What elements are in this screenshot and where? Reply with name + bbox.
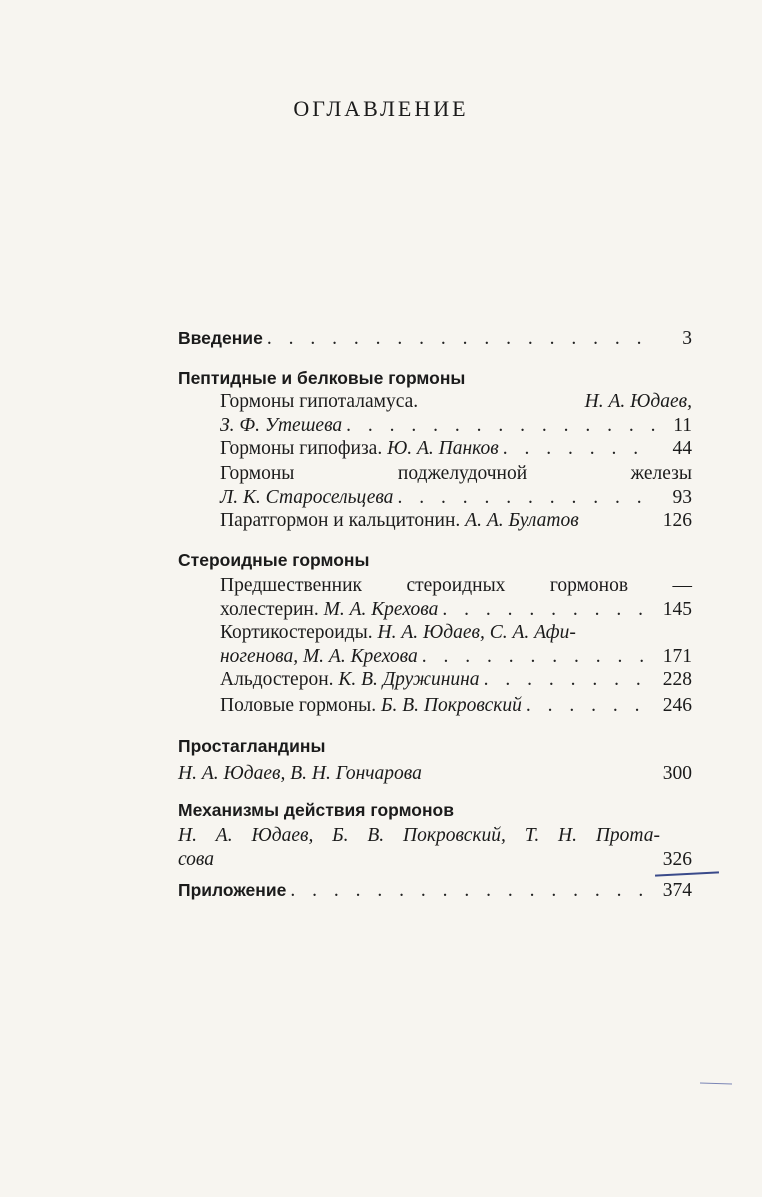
page-number: 44 [672, 438, 692, 459]
page-number: 300 [662, 763, 692, 784]
section-label: Стероидные гормоны [178, 550, 370, 570]
toc-entry-prostaglandins[interactable] [178, 762, 692, 786]
page-number: 171 [662, 646, 692, 667]
dot-leader [484, 668, 656, 692]
toc-entry-sex-hormones[interactable] [178, 694, 692, 718]
dot-leader [397, 486, 656, 510]
entry-authors: Н. А. Юдаев, [584, 391, 692, 412]
toc-entry-parathyroid[interactable] [178, 509, 692, 533]
pen-underline-mark [655, 871, 719, 876]
entry-authors: М. А. Крехова [323, 599, 439, 620]
entry-authors: Н. А. Юдаев, В. Н. Гончарова [178, 763, 422, 784]
entry-title: Альдостерон. [220, 669, 334, 690]
dot-leader [503, 437, 656, 461]
dot-leader [346, 414, 656, 438]
toc-entry-pancreas[interactable] [178, 462, 692, 510]
page-title: ОГЛАВЛЕНИЕ [293, 96, 469, 121]
section-heading-mechanisms [178, 798, 692, 822]
entry-authors: К. В. Дружинина [338, 669, 480, 690]
entry-authors: З. Ф. Утешева [220, 415, 343, 436]
entry-authors: Ю. А. Панков [387, 438, 499, 459]
toc-entry-aldosterone[interactable] [178, 668, 692, 692]
dot-leader [267, 327, 656, 351]
entry-title: Гормоны гипоталамуса. [220, 391, 419, 412]
toc-entry-hypothalamus[interactable] [178, 390, 692, 438]
toc-entry-precursor[interactable] [178, 574, 692, 622]
entry-authors: Б. В. Покровский [381, 695, 522, 716]
entry-title: Предшественник стероидных гормонов — [220, 575, 692, 596]
page-number: 228 [662, 669, 692, 690]
entry-authors: ногенова, М. А. Крехова [220, 646, 418, 667]
page-number: 246 [662, 695, 692, 716]
page-number: 11 [673, 415, 692, 436]
pen-stroke-mark [700, 1082, 732, 1084]
section-heading-prostaglandins [178, 734, 692, 758]
entry-title: Гормоны поджелудочной железы [220, 463, 692, 484]
toc-entry-mechanisms[interactable] [178, 824, 692, 872]
entry-authors: сова [178, 849, 215, 870]
dot-leader [422, 645, 656, 669]
page-number: 3 [682, 328, 692, 349]
entry-label: Приложение [178, 880, 287, 900]
entry-title: холестерин. [220, 599, 319, 620]
entry-title: Половые гормоны. [220, 695, 377, 716]
section-heading-peptide [178, 366, 692, 390]
entry-authors: Н. А. Юдаев, Б. В. Покровский, Т. Н. Прота- [178, 825, 660, 846]
entry-authors: Н. А. Юдаев, С. А. Афи- [377, 622, 576, 643]
toc-entry-appendix[interactable] [178, 878, 692, 903]
page-number: 326 [662, 849, 692, 870]
toc-entry-intro[interactable] [178, 326, 692, 351]
entry-title: Гормоны гипофиза. [220, 438, 383, 459]
page-number: 126 [662, 510, 692, 531]
dot-leader [526, 694, 656, 718]
section-label: Механизмы действия гормонов [178, 800, 455, 820]
dot-leader [290, 879, 656, 903]
page-number: 93 [672, 487, 692, 508]
entry-label: Введение [178, 328, 263, 348]
entry-title: Кортикостероиды. [220, 622, 373, 643]
page-number: 374 [662, 880, 692, 901]
entry-title: Паратгормон и кальцитонин. [220, 510, 461, 531]
section-label: Простагландины [178, 736, 326, 756]
dot-leader [442, 598, 656, 622]
entry-authors: Л. К. Старосельцева [220, 487, 394, 508]
toc-entry-corticosteroids[interactable] [178, 621, 692, 669]
toc-entry-pituitary[interactable] [178, 437, 692, 461]
entry-authors: А. А. Булатов [465, 510, 579, 531]
section-heading-steroid [178, 548, 692, 572]
section-label: Пептидные и белковые гормоны [178, 368, 466, 388]
page-number: 145 [662, 599, 692, 620]
